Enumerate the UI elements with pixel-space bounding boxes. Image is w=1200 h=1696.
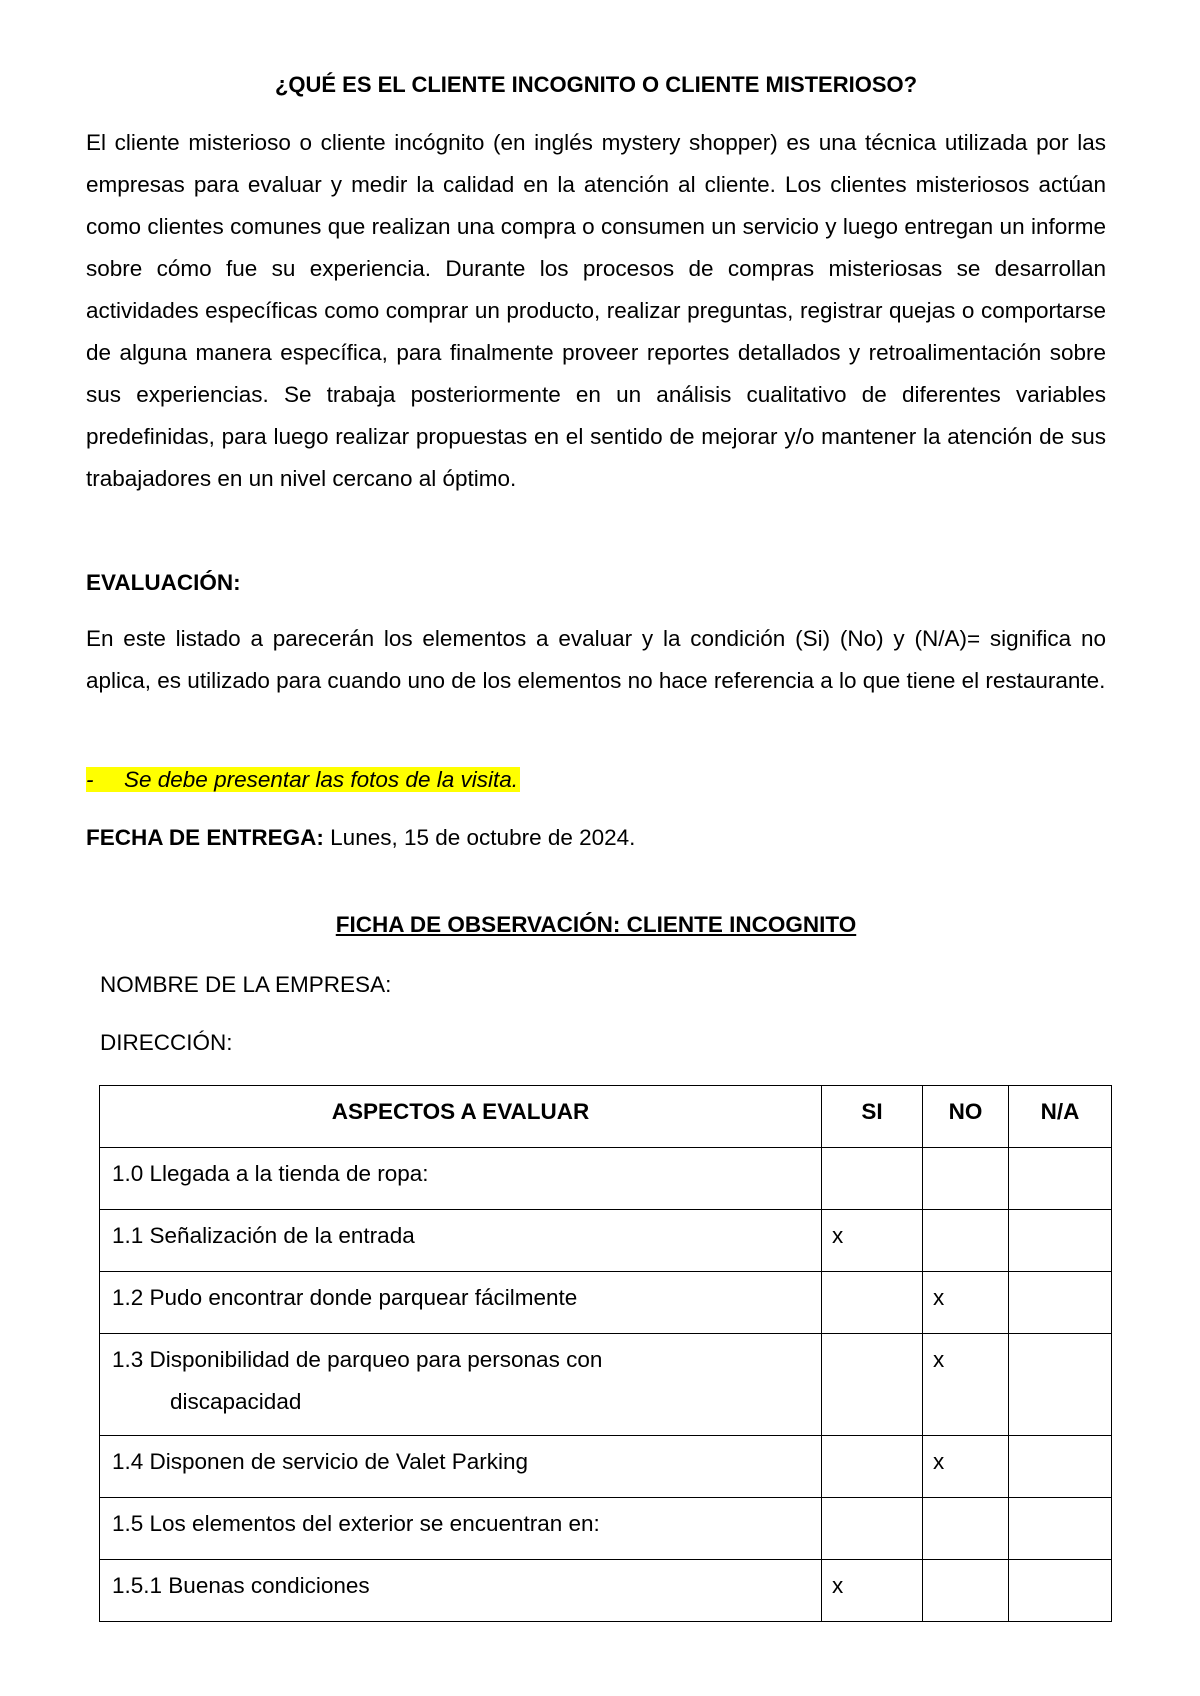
table-row <box>100 1148 1112 1210</box>
aspect-cell: 1.1 Señalización de la entrada <box>100 1210 822 1272</box>
table-row <box>100 1436 1112 1498</box>
no-cell[interactable] <box>923 1148 1009 1210</box>
si-cell[interactable]: x <box>822 1560 923 1622</box>
intro-paragraph: El cliente misterioso o cliente incógnito (en inglés mystery shopper) es una técnica utilizada por las empresas para evaluar y medir la calidad en la atención al cliente. Los clientes misteriosos actúan como clientes comunes que realizan una compra o consumen un servicio y luego entregan un informe sobre cómo fue su experiencia. Durante los procesos de compras misteriosas se desarrollan actividades específicas como comprar un producto, realizar preguntas, registrar quejas o comportarse de alguna manera específica, para finalmente proveer reportes detallados y retroalimentación sobre sus experiencias. Se trabaja posteriormente en un análisis cualitativo de diferentes variables predefinidas, para luego realizar propuestas en el sentido de mejorar y/o mantener la atención de sus trabajadores en un nivel cercano al óptimo. <box>86 130 1106 491</box>
photo-note <box>86 765 520 795</box>
table-row <box>100 1498 1112 1560</box>
aspect-cell: 1.4 Disponen de servicio de Valet Parking <box>100 1436 822 1498</box>
na-cell[interactable] <box>1009 1210 1112 1272</box>
note-text: Se debe presentar las fotos de la visita. <box>124 767 518 792</box>
aspect-cell: 1.2 Pudo encontrar donde parquear fácilmente <box>100 1272 822 1334</box>
header-aspects: ASPECTOS A EVALUAR <box>100 1086 822 1148</box>
table-row <box>100 1560 1112 1622</box>
header-na: N/A <box>1009 1086 1112 1148</box>
header-no: NO <box>923 1086 1009 1148</box>
evaluation-heading: EVALUACIÓN: <box>86 570 241 595</box>
si-cell[interactable]: x <box>822 1210 923 1272</box>
document-title: ¿QUÉ ES EL CLIENTE INCOGNITO O CLIENTE MISTERIOSO? <box>274 72 918 97</box>
aspect-text: 1.3 Disponibilidad de parqueo para personas con <box>112 1347 603 1372</box>
si-cell[interactable] <box>822 1498 923 1560</box>
evaluation-table <box>99 1085 1112 1622</box>
no-cell[interactable] <box>923 1498 1009 1560</box>
no-cell[interactable]: x <box>923 1334 1009 1436</box>
no-cell[interactable]: x <box>923 1436 1009 1498</box>
si-cell[interactable] <box>822 1436 923 1498</box>
address-field: DIRECCIÓN: <box>100 1030 233 1055</box>
due-date <box>86 825 635 851</box>
aspect-cell <box>100 1334 822 1436</box>
due-date-label: FECHA DE ENTREGA: <box>86 825 324 850</box>
aspect-cell: 1.0 Llegada a la tienda de ropa: <box>100 1148 822 1210</box>
form-title: FICHA DE OBSERVACIÓN: CLIENTE INCOGNITO <box>335 912 857 937</box>
company-name-field: NOMBRE DE LA EMPRESA: <box>100 972 392 997</box>
si-cell[interactable] <box>822 1272 923 1334</box>
table-row <box>100 1210 1112 1272</box>
note-dash: - <box>86 767 94 792</box>
no-cell[interactable] <box>923 1210 1009 1272</box>
na-cell[interactable] <box>1009 1334 1112 1436</box>
aspect-cell: 1.5 Los elementos del exterior se encuentran en: <box>100 1498 822 1560</box>
aspect-cell: 1.5.1 Buenas condiciones <box>100 1560 822 1622</box>
table-row <box>100 1334 1112 1436</box>
na-cell[interactable] <box>1009 1498 1112 1560</box>
na-cell[interactable] <box>1009 1272 1112 1334</box>
si-cell[interactable] <box>822 1148 923 1210</box>
table-header-row <box>100 1086 1112 1148</box>
si-cell[interactable] <box>822 1334 923 1436</box>
due-date-value: Lunes, 15 de octubre de 2024. <box>323 825 636 850</box>
no-cell[interactable]: x <box>923 1272 1009 1334</box>
na-cell[interactable] <box>1009 1560 1112 1622</box>
no-cell[interactable] <box>923 1560 1009 1622</box>
header-si: SI <box>822 1086 923 1148</box>
aspect-text-continued: discapacidad <box>170 1389 302 1414</box>
evaluation-paragraph: En este listado a parecerán los elementos a evaluar y la condición (Si) (No) y (N/A)= significa no aplica, es utilizado para cuando uno de los elementos no hace referencia a lo que tiene el restaurante. <box>86 626 1106 693</box>
table-row <box>100 1272 1112 1334</box>
na-cell[interactable] <box>1009 1148 1112 1210</box>
na-cell[interactable] <box>1009 1436 1112 1498</box>
